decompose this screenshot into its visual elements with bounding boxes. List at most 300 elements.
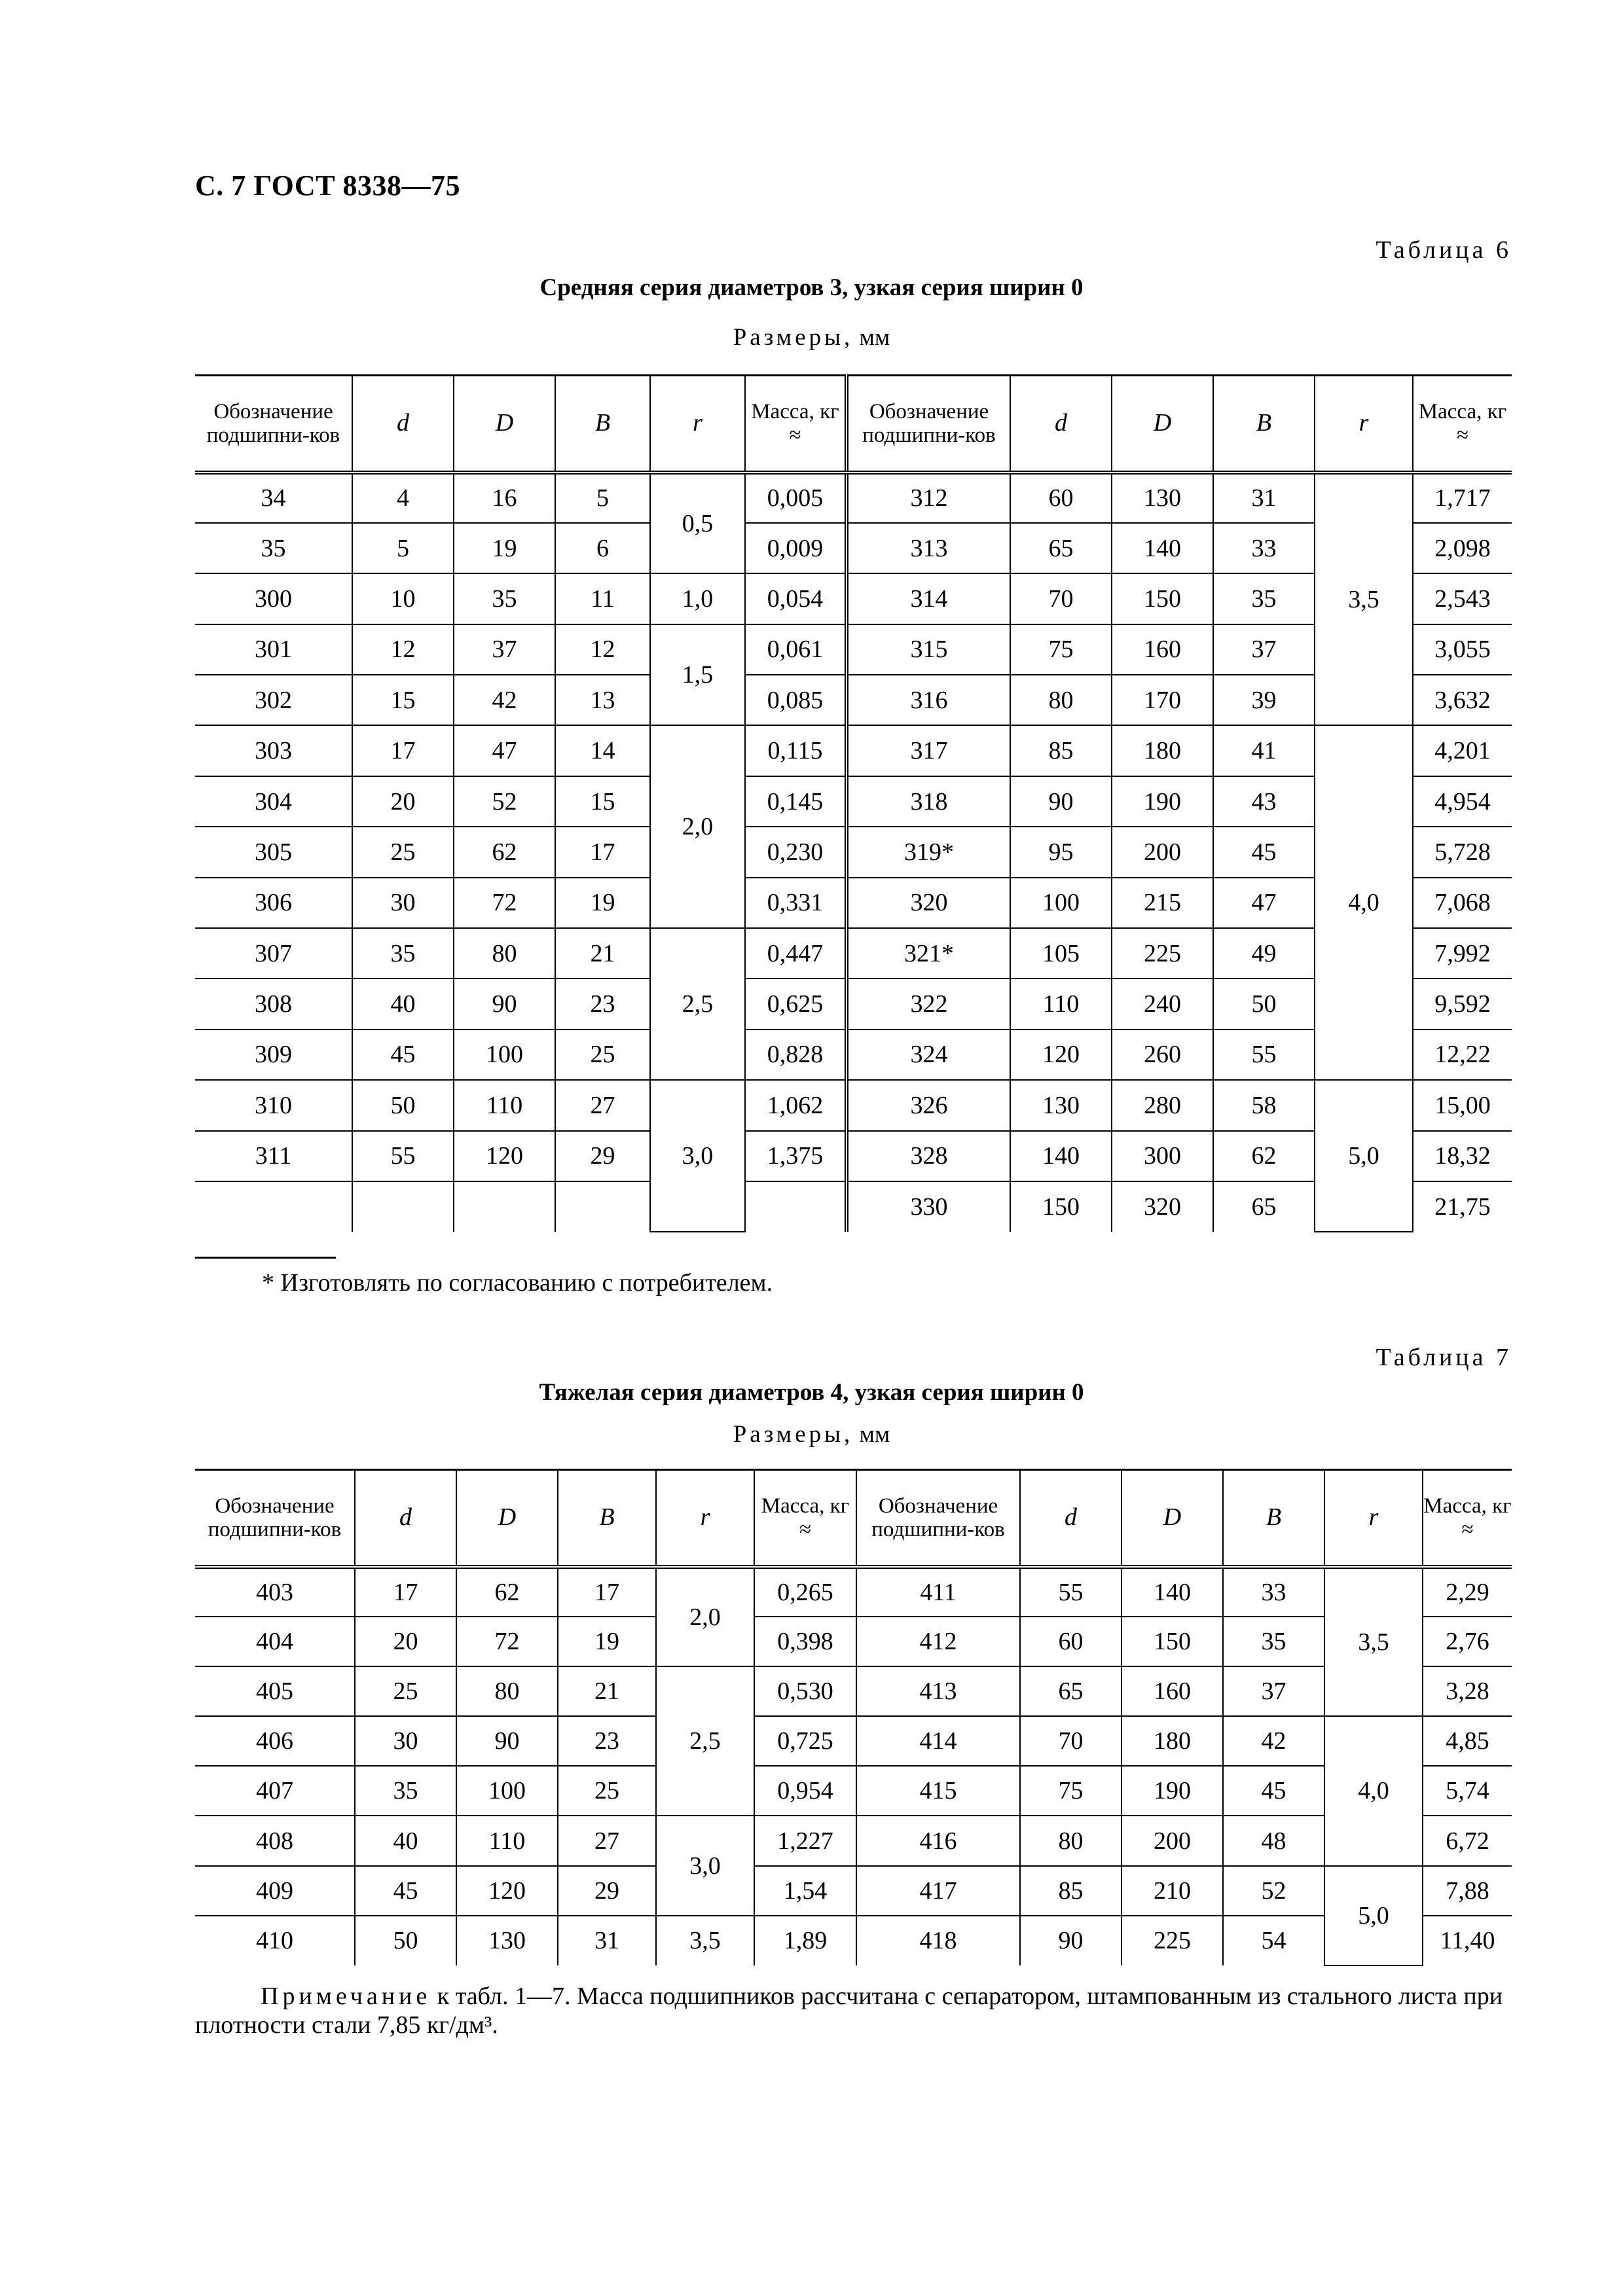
d-cell: 60 <box>1010 473 1112 523</box>
B-cell: 21 <box>558 1666 656 1716</box>
table7-label: Таблица 7 <box>1376 1344 1512 1371</box>
d-cell: 35 <box>355 1766 456 1816</box>
B-cell: 31 <box>1213 473 1315 523</box>
designation-cell: 405 <box>195 1666 355 1716</box>
table-row <box>195 473 1512 523</box>
d-cell: 120 <box>1010 1030 1112 1080</box>
designation-cell: 416 <box>856 1816 1020 1865</box>
designation-cell: 411 <box>856 1567 1020 1617</box>
d-cell: 110 <box>1010 978 1112 1029</box>
B-cell: 29 <box>555 1131 650 1181</box>
D-cell: 120 <box>456 1866 558 1916</box>
header-D: D <box>1122 1470 1223 1567</box>
d-cell: 105 <box>1010 928 1112 978</box>
mass-cell: 1,062 <box>745 1080 847 1130</box>
d-cell: 25 <box>355 1666 456 1716</box>
designation-cell: 414 <box>856 1716 1020 1766</box>
D-cell: 200 <box>1112 827 1213 877</box>
D-cell: 160 <box>1122 1666 1223 1716</box>
header-B: B <box>555 376 650 473</box>
table7-title: Тяжелая серия диаметров 4, узкая серия ширин 0 <box>539 1379 1084 1406</box>
mass-cell: 1,54 <box>754 1866 856 1916</box>
D-cell: 180 <box>1122 1716 1223 1766</box>
table7-subtitle-unit: мм <box>859 1421 890 1448</box>
designation-cell: 310 <box>195 1080 352 1130</box>
B-cell: 12 <box>555 624 650 675</box>
designation-cell: 309 <box>195 1030 352 1080</box>
d-cell: 20 <box>352 776 454 827</box>
d-cell: 17 <box>355 1567 456 1617</box>
header-mass: Масса, кг ≈ <box>1423 1470 1512 1567</box>
B-cell: 42 <box>1223 1716 1324 1766</box>
d-cell: 90 <box>1010 776 1112 827</box>
d-cell: 65 <box>1020 1666 1122 1716</box>
mass-cell: 0,331 <box>745 878 847 928</box>
d-cell: 20 <box>355 1617 456 1666</box>
D-cell: 215 <box>1112 878 1213 928</box>
designation-cell: 408 <box>195 1816 355 1865</box>
designation-cell: 321* <box>847 928 1010 978</box>
table-row <box>195 1766 1512 1816</box>
d-cell: 50 <box>355 1916 456 1965</box>
D-cell: 140 <box>1112 523 1213 573</box>
table7-header-row <box>195 1470 1512 1567</box>
table6-subtitle-spaced: Размеры, <box>733 324 854 351</box>
B-cell: 33 <box>1213 523 1315 573</box>
mass-cell: 0,625 <box>745 978 847 1029</box>
d-cell: 150 <box>1010 1181 1112 1232</box>
r-cell: 0,5 <box>650 473 745 574</box>
designation-cell: 313 <box>847 523 1010 573</box>
D-cell: 47 <box>454 725 555 776</box>
designation-cell: 35 <box>195 523 352 573</box>
D-cell: 190 <box>1122 1766 1223 1816</box>
B-cell: 37 <box>1223 1666 1324 1716</box>
r-cell: 5,0 <box>1324 1866 1423 1965</box>
designation-cell: 306 <box>195 878 352 928</box>
header-designation: Обозначение подшипни-ков <box>856 1470 1020 1567</box>
header-designation: Обозначение подшипни-ков <box>195 376 352 473</box>
D-cell: 140 <box>1122 1567 1223 1617</box>
B-cell: 45 <box>1213 827 1315 877</box>
mass-cell: 0,530 <box>754 1666 856 1716</box>
d-cell: 90 <box>1020 1916 1122 1965</box>
d-cell: 15 <box>352 675 454 725</box>
mass-cell: 4,85 <box>1423 1716 1512 1766</box>
B-cell: 37 <box>1213 624 1315 675</box>
header-D: D <box>1112 376 1213 473</box>
B-cell: 45 <box>1223 1766 1324 1816</box>
d-cell: 130 <box>1010 1080 1112 1130</box>
r-cell: 1,5 <box>650 624 745 726</box>
designation-cell: 409 <box>195 1866 355 1916</box>
mass-cell: 0,230 <box>745 827 847 877</box>
D-cell: 130 <box>456 1916 558 1965</box>
designation-cell: 304 <box>195 776 352 827</box>
table6 <box>195 374 1512 1232</box>
d-cell: 80 <box>1020 1816 1122 1865</box>
designation-cell: 404 <box>195 1617 355 1666</box>
B-cell: 27 <box>558 1816 656 1865</box>
d-cell: 100 <box>1010 878 1112 928</box>
D-cell: 90 <box>454 978 555 1029</box>
B-cell-empty <box>555 1181 650 1232</box>
table7-subtitle-spaced: Размеры, <box>733 1421 854 1448</box>
d-cell: 30 <box>352 878 454 928</box>
table-row <box>195 1181 1512 1232</box>
D-cell: 225 <box>1122 1916 1223 1965</box>
d-cell: 10 <box>352 573 454 624</box>
table-row <box>195 1916 1512 1965</box>
table-row <box>195 1666 1512 1716</box>
B-cell: 55 <box>1213 1030 1315 1080</box>
B-cell: 39 <box>1213 675 1315 725</box>
D-cell: 62 <box>454 827 555 877</box>
B-cell: 17 <box>555 827 650 877</box>
header-d: d <box>1020 1470 1122 1567</box>
mass-cell: 11,40 <box>1423 1916 1512 1965</box>
designation-cell: 418 <box>856 1916 1020 1965</box>
B-cell: 25 <box>555 1030 650 1080</box>
mass-cell: 1,89 <box>754 1916 856 1965</box>
r-cell: 2,5 <box>656 1666 754 1816</box>
table-row <box>195 1080 1512 1130</box>
B-cell: 41 <box>1213 725 1315 776</box>
table6-subtitle <box>0 323 1623 351</box>
mass-cell: 7,88 <box>1423 1866 1512 1916</box>
d-cell: 140 <box>1010 1131 1112 1181</box>
d-cell: 85 <box>1010 725 1112 776</box>
designation-cell: 305 <box>195 827 352 877</box>
mass-cell: 3,632 <box>1413 675 1512 725</box>
D-cell: 80 <box>456 1666 558 1716</box>
header-r: r <box>650 376 745 473</box>
designation-cell: 413 <box>856 1666 1020 1716</box>
designation-cell: 319* <box>847 827 1010 877</box>
d-cell: 65 <box>1010 523 1112 573</box>
D-cell: 130 <box>1112 473 1213 523</box>
d-cell: 70 <box>1020 1716 1122 1766</box>
D-cell: 72 <box>456 1617 558 1666</box>
D-cell: 180 <box>1112 725 1213 776</box>
mass-cell: 0,061 <box>745 624 847 675</box>
table-row <box>195 624 1512 675</box>
B-cell: 25 <box>558 1766 656 1816</box>
mass-cell: 1,375 <box>745 1131 847 1181</box>
r-cell: 4,0 <box>1324 1716 1423 1866</box>
B-cell: 54 <box>1223 1916 1324 1965</box>
designation-cell: 316 <box>847 675 1010 725</box>
r-cell: 3,5 <box>1315 473 1413 726</box>
d-cell: 55 <box>1020 1567 1122 1617</box>
mass-cell: 0,054 <box>745 573 847 624</box>
mass-cell: 3,055 <box>1413 624 1512 675</box>
r-cell: 2,5 <box>650 928 745 1080</box>
table6-subtitle-unit: мм <box>859 324 890 351</box>
D-cell: 210 <box>1122 1866 1223 1916</box>
B-cell: 17 <box>558 1567 656 1617</box>
designation-cell: 417 <box>856 1866 1020 1916</box>
header-D: D <box>456 1470 558 1567</box>
mass-cell: 0,145 <box>745 776 847 827</box>
B-cell: 19 <box>558 1617 656 1666</box>
D-cell: 100 <box>454 1030 555 1080</box>
d-cell: 75 <box>1010 624 1112 675</box>
d-cell: 35 <box>352 928 454 978</box>
mass-cell: 0,265 <box>754 1567 856 1617</box>
mass-cell: 5,728 <box>1413 827 1512 877</box>
D-cell: 200 <box>1122 1816 1223 1865</box>
mass-cell: 0,115 <box>745 725 847 776</box>
designation-cell: 403 <box>195 1567 355 1617</box>
d-cell: 25 <box>352 827 454 877</box>
header-r: r <box>1315 376 1413 473</box>
designation-cell: 328 <box>847 1131 1010 1181</box>
d-cell: 50 <box>352 1080 454 1130</box>
designation-cell: 302 <box>195 675 352 725</box>
mass-cell: 2,76 <box>1423 1617 1512 1666</box>
designation-cell-empty <box>195 1181 352 1232</box>
table7-subtitle <box>0 1420 1623 1448</box>
mass-cell: 7,068 <box>1413 878 1512 928</box>
header-mass: Масса, кг ≈ <box>1413 376 1512 473</box>
designation-cell: 311 <box>195 1131 352 1181</box>
mass-cell: 4,954 <box>1413 776 1512 827</box>
B-cell: 6 <box>555 523 650 573</box>
D-cell: 42 <box>454 675 555 725</box>
designation-cell: 317 <box>847 725 1010 776</box>
mass-cell: 18,32 <box>1413 1131 1512 1181</box>
header-mass: Масса, кг ≈ <box>754 1470 856 1567</box>
mass-cell: 0,447 <box>745 928 847 978</box>
footnote-rule <box>195 1257 336 1259</box>
mass-cell: 15,00 <box>1413 1080 1512 1130</box>
d-cell: 40 <box>355 1816 456 1865</box>
d-cell: 17 <box>352 725 454 776</box>
d-cell: 80 <box>1010 675 1112 725</box>
D-cell: 260 <box>1112 1030 1213 1080</box>
D-cell: 150 <box>1122 1617 1223 1666</box>
header-mass: Масса, кг ≈ <box>745 376 847 473</box>
mass-cell: 21,75 <box>1413 1181 1512 1232</box>
designation-cell: 322 <box>847 978 1010 1029</box>
B-cell: 19 <box>555 878 650 928</box>
header-B: B <box>558 1470 656 1567</box>
B-cell: 11 <box>555 573 650 624</box>
header-B: B <box>1223 1470 1324 1567</box>
D-cell: 190 <box>1112 776 1213 827</box>
B-cell: 47 <box>1213 878 1315 928</box>
mass-cell: 0,398 <box>754 1617 856 1666</box>
D-cell-empty <box>454 1181 555 1232</box>
table-row <box>195 1866 1512 1916</box>
B-cell: 23 <box>558 1716 656 1766</box>
d-cell-empty <box>352 1181 454 1232</box>
designation-cell: 412 <box>856 1617 1020 1666</box>
d-cell: 12 <box>352 624 454 675</box>
designation-cell: 407 <box>195 1766 355 1816</box>
designation-cell: 320 <box>847 878 1010 928</box>
D-cell: 35 <box>454 573 555 624</box>
D-cell: 80 <box>454 928 555 978</box>
B-cell: 13 <box>555 675 650 725</box>
r-cell: 2,0 <box>650 725 745 928</box>
D-cell: 37 <box>454 624 555 675</box>
r-cell: 5,0 <box>1315 1080 1413 1232</box>
header-designation: Обозначение подшипни-ков <box>847 376 1010 473</box>
page-header: С. 7 ГОСТ 8338—75 <box>195 170 461 202</box>
table-row <box>195 978 1512 1029</box>
header-d: d <box>355 1470 456 1567</box>
designation-cell: 34 <box>195 473 352 523</box>
d-cell: 5 <box>352 523 454 573</box>
table-row <box>195 1716 1512 1766</box>
d-cell: 60 <box>1020 1617 1122 1666</box>
table7 <box>195 1469 1512 1966</box>
d-cell: 70 <box>1010 573 1112 624</box>
mass-cell: 2,29 <box>1423 1567 1512 1617</box>
r-cell: 2,0 <box>656 1567 754 1666</box>
table-row <box>195 1131 1512 1181</box>
designation-cell: 324 <box>847 1030 1010 1080</box>
table-row <box>195 523 1512 573</box>
d-cell: 40 <box>352 978 454 1029</box>
D-cell: 170 <box>1112 675 1213 725</box>
B-cell: 35 <box>1213 573 1315 624</box>
B-cell: 5 <box>555 473 650 523</box>
mass-cell-empty <box>745 1181 847 1232</box>
mass-cell: 1,717 <box>1413 473 1512 523</box>
B-cell: 15 <box>555 776 650 827</box>
mass-cell: 12,22 <box>1413 1030 1512 1080</box>
D-cell: 90 <box>456 1716 558 1766</box>
B-cell: 33 <box>1223 1567 1324 1617</box>
B-cell: 29 <box>558 1866 656 1916</box>
mass-cell: 7,992 <box>1413 928 1512 978</box>
designation-cell: 326 <box>847 1080 1010 1130</box>
designation-cell: 312 <box>847 473 1010 523</box>
table-row <box>195 1816 1512 1865</box>
B-cell: 48 <box>1223 1816 1324 1865</box>
B-cell: 65 <box>1213 1181 1315 1232</box>
D-cell: 300 <box>1112 1131 1213 1181</box>
designation-cell: 406 <box>195 1716 355 1766</box>
note-text: к табл. 1—7. Масса подшипников рассчитана с сепаратором, штампованным из стального листа при плотности стали 7,85 кг/дм³. <box>195 1982 1503 2039</box>
D-cell: 19 <box>454 523 555 573</box>
d-cell: 45 <box>352 1030 454 1080</box>
designation-cell: 303 <box>195 725 352 776</box>
table-row <box>195 878 1512 928</box>
header-r: r <box>1324 1470 1423 1567</box>
D-cell: 110 <box>454 1080 555 1130</box>
table-row <box>195 776 1512 827</box>
mass-cell: 6,72 <box>1423 1816 1512 1865</box>
D-cell: 240 <box>1112 978 1213 1029</box>
B-cell: 50 <box>1213 978 1315 1029</box>
table-row <box>195 1567 1512 1617</box>
r-cell: 3,0 <box>656 1816 754 1915</box>
B-cell: 14 <box>555 725 650 776</box>
mass-cell: 0,085 <box>745 675 847 725</box>
B-cell: 27 <box>555 1080 650 1130</box>
B-cell: 31 <box>558 1916 656 1965</box>
table6-title: Средняя серия диаметров 3, узкая серия ширин 0 <box>539 274 1084 301</box>
B-cell: 52 <box>1223 1866 1324 1916</box>
d-cell: 85 <box>1020 1866 1122 1916</box>
B-cell: 62 <box>1213 1131 1315 1181</box>
designation-cell: 410 <box>195 1916 355 1965</box>
r-cell: 1,0 <box>650 573 745 624</box>
header-r: r <box>656 1470 754 1567</box>
d-cell: 55 <box>352 1131 454 1181</box>
mass-cell: 0,009 <box>745 523 847 573</box>
mass-cell: 0,828 <box>745 1030 847 1080</box>
B-cell: 21 <box>555 928 650 978</box>
table-row <box>195 928 1512 978</box>
table-note <box>195 1982 1512 2039</box>
D-cell: 72 <box>454 878 555 928</box>
mass-cell: 1,227 <box>754 1816 856 1865</box>
designation-cell: 315 <box>847 624 1010 675</box>
B-cell: 23 <box>555 978 650 1029</box>
d-cell: 45 <box>355 1866 456 1916</box>
table-row <box>195 1617 1512 1666</box>
note-label: Примечание <box>261 1982 431 2010</box>
designation-cell: 300 <box>195 573 352 624</box>
designation-cell: 415 <box>856 1766 1020 1816</box>
mass-cell: 0,954 <box>754 1766 856 1816</box>
designation-cell: 301 <box>195 624 352 675</box>
B-cell: 58 <box>1213 1080 1315 1130</box>
D-cell: 280 <box>1112 1080 1213 1130</box>
header-designation: Обозначение подшипни-ков <box>195 1470 355 1567</box>
mass-cell: 3,28 <box>1423 1666 1512 1716</box>
B-cell: 43 <box>1213 776 1315 827</box>
D-cell: 150 <box>1112 573 1213 624</box>
mass-cell: 2,543 <box>1413 573 1512 624</box>
D-cell: 100 <box>456 1766 558 1816</box>
header-B: B <box>1213 376 1315 473</box>
header-d: d <box>1010 376 1112 473</box>
table6-label: Таблица 6 <box>1376 236 1512 264</box>
D-cell: 225 <box>1112 928 1213 978</box>
D-cell: 16 <box>454 473 555 523</box>
mass-cell: 9,592 <box>1413 978 1512 1029</box>
designation-cell: 307 <box>195 928 352 978</box>
D-cell: 120 <box>454 1131 555 1181</box>
mass-cell: 5,74 <box>1423 1766 1512 1816</box>
d-cell: 95 <box>1010 827 1112 877</box>
header-D: D <box>454 376 555 473</box>
mass-cell: 0,005 <box>745 473 847 523</box>
designation-cell: 308 <box>195 978 352 1029</box>
header-d: d <box>352 376 454 473</box>
r-cell: 3,5 <box>656 1916 754 1965</box>
r-cell: 3,5 <box>1324 1567 1423 1717</box>
table-row <box>195 1030 1512 1080</box>
designation-cell: 314 <box>847 573 1010 624</box>
table-row <box>195 725 1512 776</box>
D-cell: 160 <box>1112 624 1213 675</box>
table6-footnote: * Изготовлять по согласованию с потребителем. <box>262 1269 773 1297</box>
table6-header-row <box>195 376 1512 473</box>
designation-cell: 318 <box>847 776 1010 827</box>
D-cell: 110 <box>456 1816 558 1865</box>
B-cell: 35 <box>1223 1617 1324 1666</box>
D-cell: 52 <box>454 776 555 827</box>
D-cell: 320 <box>1112 1181 1213 1232</box>
d-cell: 4 <box>352 473 454 523</box>
